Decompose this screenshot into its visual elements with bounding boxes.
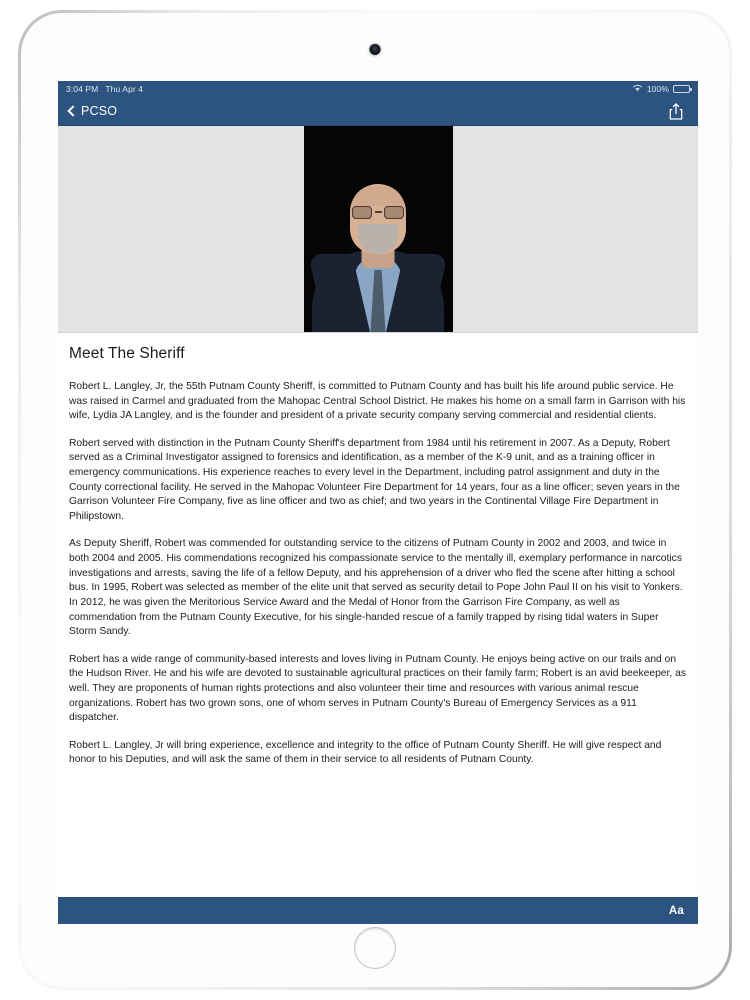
portrait-mustache bbox=[365, 224, 391, 231]
bottom-toolbar bbox=[58, 897, 698, 924]
ipad-body bbox=[21, 13, 729, 987]
status-bar-left bbox=[66, 84, 143, 94]
navigation-bar bbox=[58, 97, 698, 126]
article-content bbox=[58, 333, 698, 897]
portrait-lens-left bbox=[352, 206, 372, 219]
sheriff-portrait-image bbox=[304, 126, 453, 332]
text-size-button[interactable]: Aa bbox=[668, 905, 684, 917]
wifi-icon bbox=[632, 84, 643, 94]
status-time: 3:04 PM bbox=[66, 84, 99, 94]
article-paragraph: Robert L. Langley, Jr will bring experience, excellence and integrity to the office of Putnam County Sheriff. He will give respect and honor to his Deputies, and will ask the same of them in their service to all residents of Putnam County. bbox=[69, 739, 662, 766]
status-bar bbox=[58, 81, 698, 97]
article-paragraph: Robert served with distinction in the Putnam County Sheriff's department from 1984 until his retirement in 2007. As a Deputy, Robert served as a Criminal Investigator assigned to forensics and identification, as a member of the K-9 unit, and as a training officer in emergency communications. His experience reaches to every level in the Department, including patrol assignment and duty in the County correctional facility. He served in the Mahopac Volunteer Fire Department for 14 years, four as a line officer; seven years in the Garrison Volunteer Fire Company, five as line officer and two as chief; and two years in the Continental Village Fire Department in Philipstown. bbox=[69, 437, 680, 522]
portrait-glasses-bridge bbox=[375, 211, 382, 213]
article-paragraph: Robert L. Langley, Jr, the 55th Putnam County Sheriff, is committed to Putnam County and has built his life around public service. He was raised in Carmel and graduated from the Mahopac Central School District. He makes his home on a small farm in Garrison with his wife, Lydia JA Langley, and is the founder and president of a private security company serving commercial and residential clients. bbox=[69, 381, 686, 422]
chevron-left-icon bbox=[67, 105, 78, 116]
back-button-label: PCSO bbox=[81, 104, 118, 118]
portrait-hairline bbox=[352, 186, 404, 206]
article-paragraph: Robert has a wide range of community-based interests and loves living in Putnam County. He enjoys being active on our trails and on the Hudson River. He and his wife are devoted to sustainable agricultural practices on their family farm; Robert is an avid beekeeper, as well. They are proponents of human rights protections and also volunteer their time and resources with various animal rescue organizations. Robert has two grown sons, one of whom serves in Putnam County's Bureau of Emergency Services as a 911 dispatcher. bbox=[69, 653, 686, 724]
portrait-glasses bbox=[352, 205, 404, 219]
battery-icon bbox=[673, 85, 690, 93]
article-paragraph: As Deputy Sheriff, Robert was commended for outstanding service to the citizens of Putnam County in 2002 and 2003, and twice in both 2004 and 2005. His commendations recognized his compassionate service to the mentally ill, exemplary performance in narcotics investigations and arrests, saving the life of a fellow Deputy, and his apprehension of a driver who fled the scene after hitting a school bus. In 1995, Robert was selected as member of the elite unit that served as security detail to Pope John Paul II on his visit to Yonkers. In 2012, he was given the Meritorious Service Award and the Medal of Honor from the Garrison Fire Company, as well as commendation from the Putnam County Executive, for his single-handed rescue of a family trapped by rising tidal waters in Super Storm Sandy. bbox=[69, 538, 683, 638]
share-icon bbox=[669, 103, 683, 120]
ipad-device-frame bbox=[18, 10, 732, 990]
battery-percent-label: 100% bbox=[646, 84, 669, 94]
back-button[interactable] bbox=[69, 104, 117, 118]
status-bar-right bbox=[632, 84, 690, 94]
front-camera-icon bbox=[370, 44, 381, 55]
share-button[interactable] bbox=[665, 100, 687, 122]
page-title: Meet The Sheriff bbox=[69, 345, 185, 362]
portrait-lens-right bbox=[384, 206, 404, 219]
ipad-screen bbox=[58, 81, 698, 924]
hero-banner bbox=[58, 126, 698, 333]
home-button[interactable] bbox=[354, 927, 396, 969]
status-date: Thu Apr 4 bbox=[105, 84, 144, 94]
